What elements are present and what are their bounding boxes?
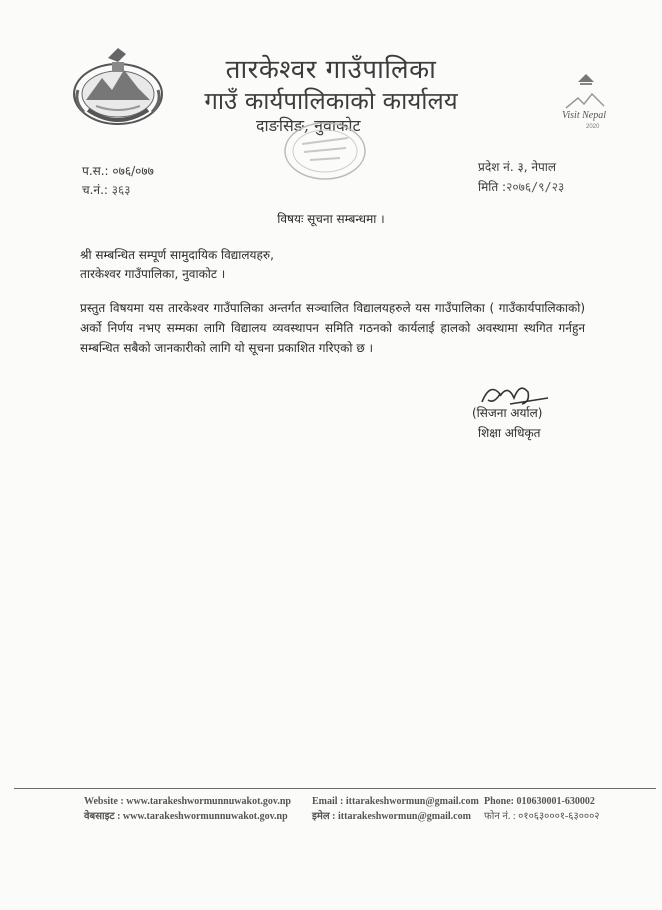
svg-text:2020: 2020 [586,124,600,130]
dispatch-number [82,181,131,198]
office-title: तारकेश्वर गाउँपालिका [225,55,437,85]
recipient-line-1: श्री सम्बन्धित सम्पूर्ण सामुदायिक विद्यालयहरु, [80,248,274,262]
office-stamp-icon [282,120,368,182]
svg-text:Visit Nepal: Visit Nepal [562,110,606,121]
recipient-line-2: तारकेश्वर गाउँपालिका, नुवाकोट । [80,267,226,281]
footer-phone-en: Phone: 010630001-630002 [484,796,595,807]
letter-body: प्रस्तुत विषयमा यस तारकेश्वर गाउँपालिका अन्तर्गत सञ्चालित विद्यालयहरुले यस गाउँपालिका ( गाउँकार्यपालिकाको) अर्को निर्णय नभए सम्मका लागि विद्यालय व्यवस्थापन समिति गठनको कार्यलाई हालको अवस्थामा स्थगित गर्नहुन सम्बन्धित सबैको जानकारीको लागि यो सूचना प्रकाशित गरिएको छ । [80,301,585,355]
footer-email-en: Email : ittarakeshwormun@gmail.com [312,796,479,807]
office-location: दाङसिङ, नुवाकोट [256,116,361,135]
letter-date [478,178,564,195]
footer-website-en: Website : www.tarakeshwormunnuwakot.gov.np [84,796,291,807]
date-value: २०७६/९/२३ [506,180,565,194]
signatory-title: शिक्षा अधिकृत [478,426,541,440]
date-label: मिति : [478,180,507,194]
province-label: प्रदेश नं. ३, नेपाल [478,160,557,174]
footer-email-np: इमेल : ittarakeshwormun@gmail.com [312,811,471,822]
signatory-name: (सिजना अर्याल) [472,406,543,420]
dispatch-number-label: च.नं.: [82,183,112,197]
footer-phone-np: फोन नं. : ०१०६३०००१-६३०००२ [484,811,600,822]
dispatch-number-value: ३६३ [111,183,131,197]
letter-number: प.स.: ०७६/०७७ [82,164,154,178]
footer-website-np: वेबसाइट : www.tarakeshwormunnuwakot.gov.np [84,811,288,822]
office-subtitle: गाउँ कार्यपालिकाको कार्यालय [204,87,458,115]
footer-divider [14,788,656,789]
letter-subject: विषयः सूचना सम्बन्धमा । [277,212,385,226]
visit-nepal-2020-logo-icon [556,68,626,132]
